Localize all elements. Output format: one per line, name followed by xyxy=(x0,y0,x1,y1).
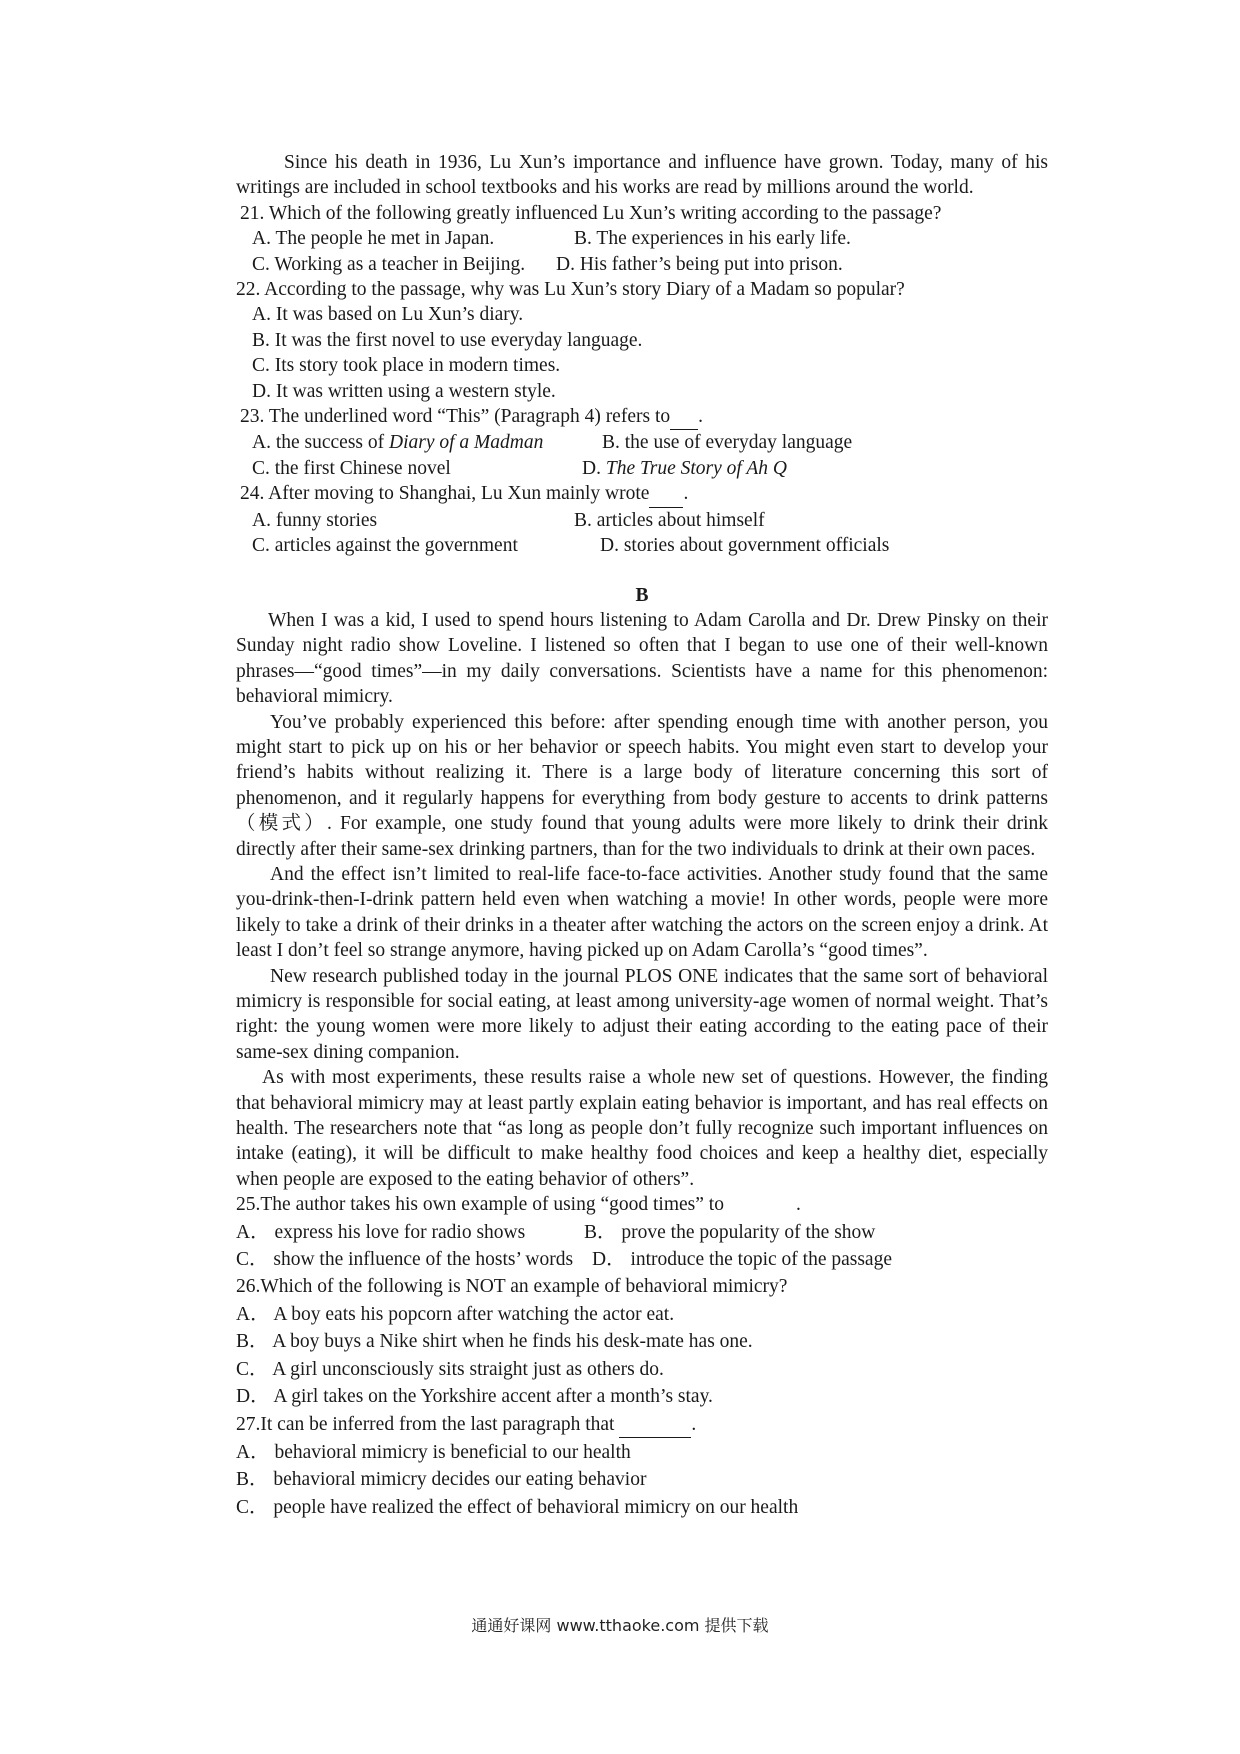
question-27-stem-end: . xyxy=(691,1413,697,1435)
question-26-option-d: D． A girl takes on the Yorkshire accent after a month’s stay. xyxy=(236,1386,713,1408)
question-24-options-row-2 xyxy=(252,533,1048,558)
section-b-paragraph-1: When I was a kid, I used to spend hours listening to Adam Carolla and Dr. Drew Pinsky on their Sunday night radio show Loveline. I listened so often that I began to use one of their well-known phrases—“good times”—in my daily conversations. Scientists have a name for this phenomenon: behavioral mimicry. xyxy=(236,609,1048,708)
question-24-option-c: C. articles against the government xyxy=(252,535,518,557)
question-23-options-row-2 xyxy=(252,456,1048,481)
section-b-paragraph-3: And the effect isn’t limited to real-life face-to-face activities. Another study found that the same you-drink-then-I-drink pattern held even when watching a movie! In other words, people were more likely to take a drink of their drinks in a theater after watching the actors on the screen enjoy a drink. At least I don’t feel so strange anymore, having picked up on Adam Carolla’s “good times”. xyxy=(236,863,1048,962)
question-25-option-d: D． introduce the topic of the passage xyxy=(592,1249,892,1271)
question-22-option-d: D. It was written using a western style. xyxy=(252,380,556,402)
question-25-option-b: B． prove the popularity of the show xyxy=(584,1221,876,1243)
question-24-option-a: A. funny stories xyxy=(252,509,378,531)
question-21-options-row-1 xyxy=(252,226,1048,251)
question-27-answer-blank xyxy=(619,1412,691,1438)
question-24-options-row-1 xyxy=(252,508,1048,533)
page-footer: 通通好课网 www.tthaoke.com 提供下载 xyxy=(471,1616,769,1635)
question-23-option-a-title: Diary of a Madman xyxy=(389,432,544,454)
question-23-option-d-title: The True Story of Ah Q xyxy=(605,457,787,479)
passage-a-closing-paragraph: Since his death in 1936, Lu Xun’s importance and influence have grown. Today, many of his writings are included in school textbooks and his works are read by millions around the world. xyxy=(236,152,1048,199)
question-23-options-row-1 xyxy=(252,430,1048,455)
section-b-title: B xyxy=(635,584,649,606)
section-b-paragraph-2: You’ve probably experienced this before: after spending enough time with another person, you might start to pick up on his or her behavior or speech habits. You might even start to develop your friend’s habits without realizing it. There is a large body of literature concerning this sort of phenomenon, and it regularly happens for everything from body gesture to accents to drink patterns（模式）. For example, one study found that young adults were more likely to drink their drink directly after their same-sex drinking partners, than for the two individuals to drink at their own paces. xyxy=(236,711,1048,860)
question-23-option-a xyxy=(252,430,602,455)
question-21-option-b: B. The experiences in his early life. xyxy=(574,228,851,250)
question-27-option-b: B． behavioral mimicry decides our eating behavior xyxy=(236,1469,647,1491)
question-23-option-a-text: A. the success of xyxy=(252,432,390,454)
question-25-stem xyxy=(236,1192,1048,1217)
question-23-option-d-letter: D. xyxy=(582,457,606,479)
question-26-option-c: C． A girl unconsciously sits straight just as others do. xyxy=(236,1358,664,1380)
question-23-answer-blank xyxy=(670,404,698,430)
question-26-option-a: A． A boy eats his popcorn after watching the actor eat. xyxy=(236,1303,675,1325)
question-24-stem xyxy=(240,481,1048,507)
question-27-stem-text: 27.It can be inferred from the last paragraph that xyxy=(236,1413,620,1435)
question-23-stem-text: 23. The underlined word “This” (Paragraph 4) refers to xyxy=(240,406,671,428)
question-25-options-row-2 xyxy=(236,1247,1048,1272)
question-21-stem: 21. Which of the following greatly influenced Lu Xun’s writing according to the passage? xyxy=(240,202,942,224)
question-25-answer-gap xyxy=(724,1192,796,1217)
question-23-stem-end: . xyxy=(698,406,703,428)
question-22-option-a: A. It was based on Lu Xun’s diary. xyxy=(252,304,524,326)
question-21-options-row-2 xyxy=(252,252,1048,277)
question-22-option-c: C. Its story took place in modern times. xyxy=(252,355,561,377)
question-23-stem xyxy=(240,404,1048,430)
page-content xyxy=(236,150,1048,1520)
question-21-option-d: D. His father’s being put into prison. xyxy=(556,253,843,275)
question-25-stem-text: 25.The author takes his own example of using “good times” to xyxy=(236,1194,724,1216)
question-21-option-a: A. The people he met in Japan. xyxy=(252,228,495,250)
question-22-stem: 22. According to the passage, why was Lu Xun’s story Diary of a Madam so popular? xyxy=(236,279,905,301)
question-26-option-b: B． A boy buys a Nike shirt when he finds his desk-mate has one. xyxy=(236,1331,753,1353)
question-27-stem xyxy=(236,1412,1048,1438)
section-b-paragraph-4: New research published today in the journal PLOS ONE indicates that the same sort of behavioral mimicry is responsible for social eating, at least among university-age women of normal weight. That’s right: the young women were more likely to adjust their eating according to the eating pace of their same-sex dining companion. xyxy=(236,965,1048,1063)
question-25-option-a: A． express his love for radio shows xyxy=(236,1221,526,1243)
question-22-option-b: B. It was the first novel to use everyday language. xyxy=(252,329,643,351)
question-21-option-c: C. Working as a teacher in Beijing. xyxy=(252,253,526,275)
question-27-option-c: C． people have realized the effect of behavioral mimicry on our health xyxy=(236,1496,799,1518)
question-26-stem: 26.Which of the following is NOT an example of behavioral mimicry? xyxy=(236,1276,788,1298)
question-24-stem-text: 24. After moving to Shanghai, Lu Xun mainly wrote xyxy=(240,483,650,505)
question-23-option-b: B. the use of everyday language xyxy=(602,432,853,454)
question-24-stem-end: . xyxy=(683,483,689,505)
question-23-option-d xyxy=(582,456,787,481)
question-24-option-b: B. articles about himself xyxy=(574,509,765,531)
question-27-option-a: A． behavioral mimicry is beneficial to our health xyxy=(236,1441,631,1463)
question-24-answer-blank xyxy=(649,481,683,507)
question-25-option-c: C． show the influence of the hosts’ words xyxy=(236,1249,574,1271)
section-b-paragraph-5: As with most experiments, these results raise a whole new set of questions. However, the finding that behavioral mimicry may at least partly explain eating behavior is important, and has real effects on health. The researchers note that “as long as people don’t fully recognize such important influences on intake (eating), it will be difficult to make healthy food choices and keep a healthy diet, especially when people are exposed to the eating behavior of others”. xyxy=(236,1067,1048,1190)
question-23-option-c: C. the first Chinese novel xyxy=(252,457,451,479)
question-25-options-row-1 xyxy=(236,1220,1048,1245)
question-25-stem-end: . xyxy=(795,1194,801,1216)
question-24-option-d: D. stories about government officials xyxy=(600,535,890,557)
